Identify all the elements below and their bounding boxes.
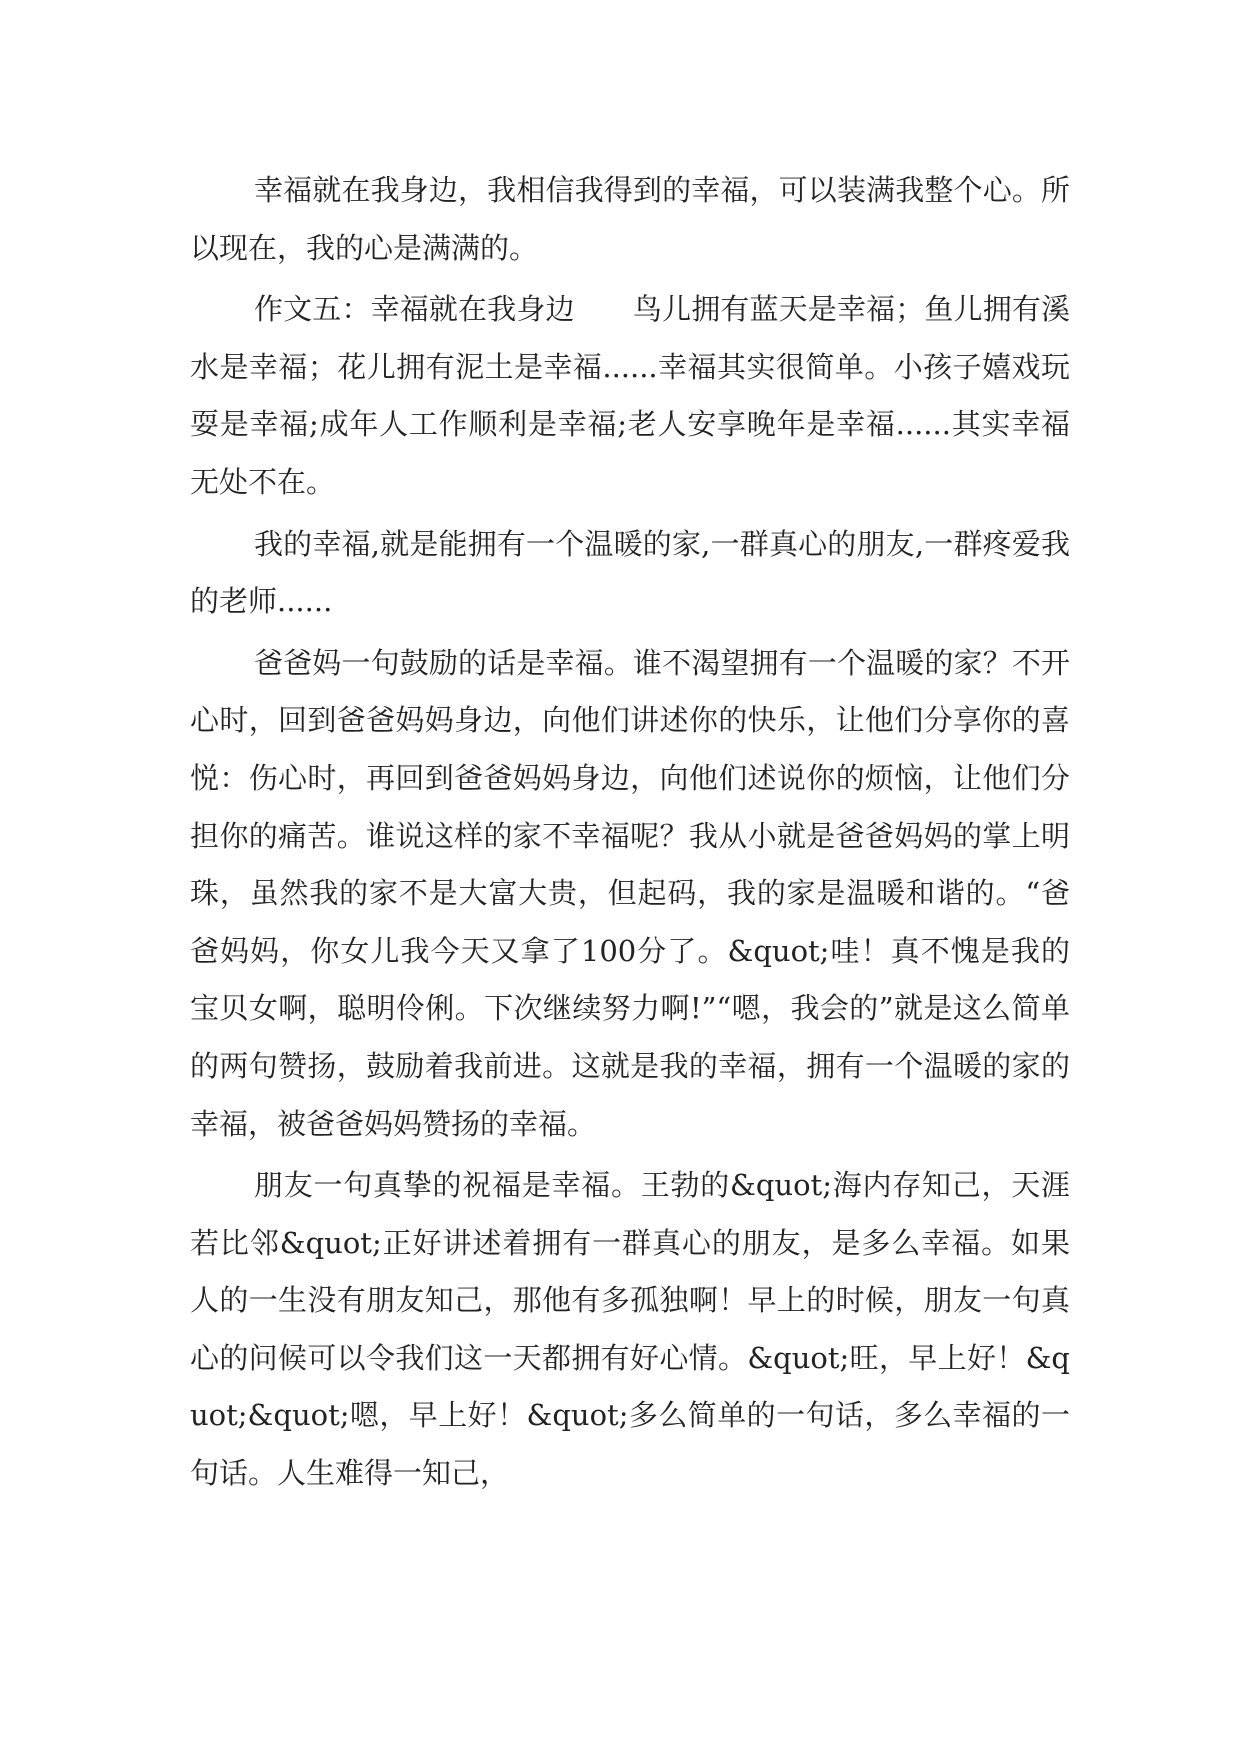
paragraph-2: 作文五：幸福就在我身边 鸟儿拥有蓝天是幸福；鱼儿拥有溪水是幸福；花儿拥有泥土是幸福......幸福其实很简单。小孩子嬉戏玩耍是幸福;成年人工作顺利是幸福;老人安享晚年是幸福......其实幸福无处不在。 bbox=[190, 292, 1070, 499]
paragraph-4: 爸爸妈一句鼓励的话是幸福。谁不渴望拥有一个温暖的家？不开心时，回到爸爸妈妈身边，向他们讲述你的快乐，让他们分享你的喜悦：伤心时，再回到爸爸妈妈身边，向他们述说你的烦恼，让他们分担你的痛苦。谁说这样的家不幸福呢？我从小就是爸爸妈妈的掌上明珠，虽然我的家不是大富大贵，但起码，我的家是温暖和谐的。“爸爸妈妈，你女儿我今天又拿了100分了。&quot;哇！真不愧是我的宝贝女啊，聪明伶俐。下次继续努力啊!”“嗯，我会的”就是这么简单的两句赞扬，鼓励着我前进。这就是我的幸福，拥有一个温暖的家的幸福，被爸爸妈妈赞扬的幸福。 bbox=[190, 645, 1070, 1141]
paragraph-1: 幸福就在我身边，我相信我得到的幸福，可以装满我整个心。所以现在，我的心是满满的。 bbox=[190, 173, 1070, 265]
document-body bbox=[190, 162, 1070, 1507]
paragraph-3: 我的幸福,就是能拥有一个温暖的家,一群真心的朋友,一群疼爱我的老师...... bbox=[190, 526, 1070, 619]
paragraph-5: 朋友一句真挚的祝福是幸福。王勃的&quot;海内存知己，天涯若比邻&quot;正好讲述着拥有一群真心的朋友，是多么幸福。如果人的一生没有朋友知己，那他有多孤独啊！早上的时候，朋友一句真心的问候可以令我们这一天都拥有好心情。&quot;旺，早上好！&quot;&quot;嗯，早上好！&quot;多么简单的一句话，多么幸福的一句话。人生难得一知己， bbox=[190, 1168, 1070, 1491]
